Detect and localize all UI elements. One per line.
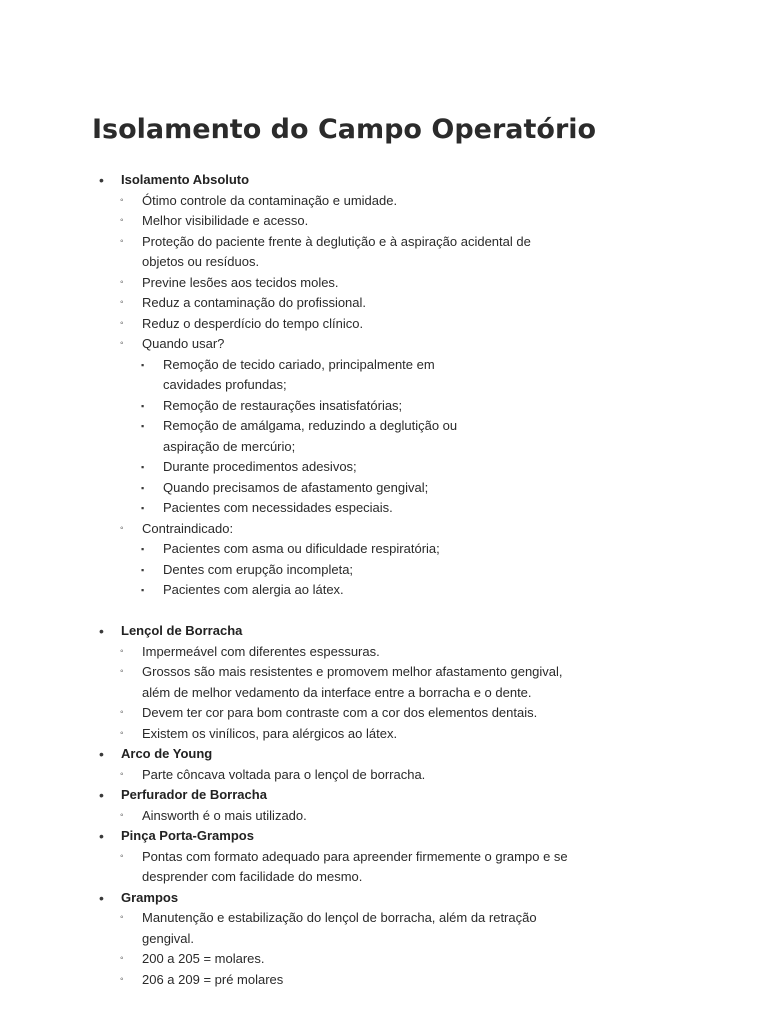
sublist-item-text: Quando precisamos de afastamento gengival; bbox=[163, 479, 429, 495]
bullet-level3: ▪ bbox=[141, 544, 145, 554]
bullet-level1: • bbox=[99, 623, 104, 639]
bullet-level2: ◦ bbox=[120, 768, 124, 780]
sublist-item-text: Remoção de amálgama, reduzindo a deglutição ou aspiração de mercúrio; bbox=[163, 418, 458, 454]
list-item-text: Manutenção e estabilização do lençol de borracha, além da retração gengival. bbox=[142, 910, 537, 946]
list-item-text: Existem os vinílicos, para alérgicos ao látex. bbox=[142, 725, 398, 741]
list-item-text: Pontas com formato adequado para apreender firmemente o grampo e se desprender com facilidade do mesmo. bbox=[142, 848, 568, 884]
section-items bbox=[121, 191, 668, 601]
sublist-item-text: Remoção de tecido cariado, principalmente em cavidades profundas; bbox=[163, 356, 435, 392]
sublist-item-text: Pacientes com alergia ao látex. bbox=[163, 582, 344, 597]
sublist bbox=[142, 539, 568, 601]
section-heading: Isolamento Absoluto bbox=[121, 172, 250, 187]
list-item-text: Grossos são mais resistentes e promovem melhor afastamento gengival, além de melhor vedamento da interface entre a borracha e o dente. bbox=[142, 664, 563, 700]
sublist-item bbox=[0, 560, 568, 581]
list-item bbox=[0, 949, 668, 970]
list-item-text: Ótimo controle da contaminação e umidade. bbox=[142, 192, 398, 208]
bullet-level3: ▪ bbox=[141, 462, 145, 472]
list-item-text: 200 a 205 = molares. bbox=[142, 951, 265, 966]
section-items bbox=[121, 806, 668, 827]
section-items bbox=[121, 765, 668, 786]
bullet-level2: ◦ bbox=[120, 645, 124, 657]
bullet-level1: • bbox=[99, 787, 104, 803]
list-item-text: Parte côncava voltada para o lençol de borracha. bbox=[142, 766, 426, 782]
section-isolamento-absoluto bbox=[0, 170, 768, 601]
sublist-item bbox=[0, 580, 568, 601]
bullet-level2: ◦ bbox=[120, 707, 124, 718]
sublist-item-text: Dentes com erupção incompleta; bbox=[163, 561, 354, 577]
sublist-item bbox=[0, 539, 568, 560]
sublist-item-text: Remoção de restaurações insatisfatórias; bbox=[163, 397, 403, 413]
sublist-item bbox=[0, 457, 568, 478]
sublist-item-text: Pacientes com necessidades especiais. bbox=[163, 500, 393, 515]
bullet-level3: ▪ bbox=[141, 421, 145, 431]
bullet-level3: ▪ bbox=[141, 564, 145, 575]
list-item-text: Proteção do paciente frente à deglutição e à aspiração acidental de objetos ou resíduos. bbox=[142, 233, 531, 269]
bullet-level2: ◦ bbox=[120, 666, 124, 677]
bullet-level1: • bbox=[99, 889, 104, 906]
bullet-level2: ◦ bbox=[120, 809, 124, 821]
list-item bbox=[0, 970, 668, 991]
section-spacer bbox=[0, 601, 768, 622]
list-item bbox=[0, 806, 668, 827]
list-item bbox=[0, 765, 668, 786]
bullet-level3: ▪ bbox=[141, 503, 145, 513]
list-item-text: Ainsworth é o mais utilizado. bbox=[142, 807, 307, 823]
section-lencol-de-borracha bbox=[0, 621, 768, 744]
section-grampos bbox=[0, 888, 768, 991]
section-heading: Lençol de Borracha bbox=[121, 623, 243, 638]
section-perfurador-de-borracha bbox=[0, 785, 768, 826]
section-heading: Pinça Porta-Grampos bbox=[121, 828, 254, 843]
list-item bbox=[0, 642, 668, 663]
list-item bbox=[0, 847, 668, 888]
sublist-item bbox=[0, 416, 568, 457]
bullet-level2: ◦ bbox=[120, 297, 124, 308]
list-item-text: Impermeável com diferentes espessuras. bbox=[142, 643, 380, 659]
list-item-text: Melhor visibilidade e acesso. bbox=[142, 213, 309, 228]
list-item-contraindicado bbox=[0, 519, 668, 601]
bullet-level3: ▪ bbox=[141, 482, 145, 493]
sublist-item-text: Durante procedimentos adesivos; bbox=[163, 459, 357, 474]
page-title: Isolamento do Campo Operatório bbox=[92, 114, 597, 145]
bullet-level2: ◦ bbox=[120, 276, 124, 288]
section-arco-de-young bbox=[0, 744, 768, 785]
list-item-text: Quando usar? bbox=[142, 336, 225, 351]
outline-list bbox=[0, 170, 768, 990]
bullet-level1: • bbox=[99, 828, 104, 844]
list-item bbox=[0, 724, 668, 745]
sublist-item-text: Pacientes com asma ou dificuldade respiratória; bbox=[163, 541, 440, 556]
sublist-item bbox=[0, 355, 568, 396]
list-item bbox=[0, 703, 668, 724]
section-items bbox=[121, 908, 668, 990]
bullet-level2: ◦ bbox=[120, 727, 124, 739]
bullet-level2: ◦ bbox=[120, 235, 124, 247]
sublist bbox=[142, 355, 568, 519]
bullet-level2: ◦ bbox=[120, 338, 124, 349]
list-item bbox=[0, 273, 668, 294]
list-item-text: 206 a 209 = pré molares bbox=[142, 971, 284, 987]
list-item-text: Devem ter cor para bom contraste com a cor dos elementos dentais. bbox=[142, 705, 538, 720]
section-items bbox=[121, 642, 668, 745]
bullet-level2: ◦ bbox=[120, 850, 124, 862]
list-item bbox=[0, 314, 668, 335]
list-item bbox=[0, 662, 668, 703]
bullet-level2: ◦ bbox=[120, 215, 124, 226]
sublist-item bbox=[0, 498, 568, 519]
bullet-level2: ◦ bbox=[120, 317, 124, 329]
section-pinca-porta-grampos bbox=[0, 826, 768, 888]
bullet-level2: ◦ bbox=[120, 912, 124, 923]
bullet-level2: ◦ bbox=[120, 973, 124, 985]
list-item bbox=[0, 293, 668, 314]
bullet-level2: ◦ bbox=[120, 522, 124, 534]
bullet-level3: ▪ bbox=[141, 400, 145, 411]
section-heading: Perfurador de Borracha bbox=[121, 787, 267, 802]
list-item bbox=[0, 908, 668, 949]
bullet-level1: • bbox=[99, 746, 104, 762]
bullet-level3: ▪ bbox=[141, 359, 145, 370]
list-item-text: Previne lesões aos tecidos moles. bbox=[142, 274, 339, 290]
sublist-item bbox=[0, 396, 568, 417]
list-item bbox=[0, 232, 668, 273]
bullet-level2: ◦ bbox=[120, 194, 124, 206]
list-item bbox=[0, 211, 668, 232]
bullet-level1: • bbox=[99, 172, 104, 188]
bullet-level3: ▪ bbox=[141, 585, 145, 595]
list-item-quando-usar bbox=[0, 334, 668, 519]
section-items bbox=[121, 847, 668, 888]
list-item-text: Contraindicado: bbox=[142, 520, 234, 536]
list-item-text: Reduz a contaminação do profissional. bbox=[142, 295, 367, 310]
list-item-text: Reduz o desperdício do tempo clínico. bbox=[142, 315, 364, 331]
section-heading: Grampos bbox=[121, 889, 179, 905]
list-item bbox=[0, 191, 668, 212]
sublist-item bbox=[0, 478, 568, 499]
bullet-level2: ◦ bbox=[120, 953, 124, 964]
section-heading: Arco de Young bbox=[121, 746, 213, 761]
